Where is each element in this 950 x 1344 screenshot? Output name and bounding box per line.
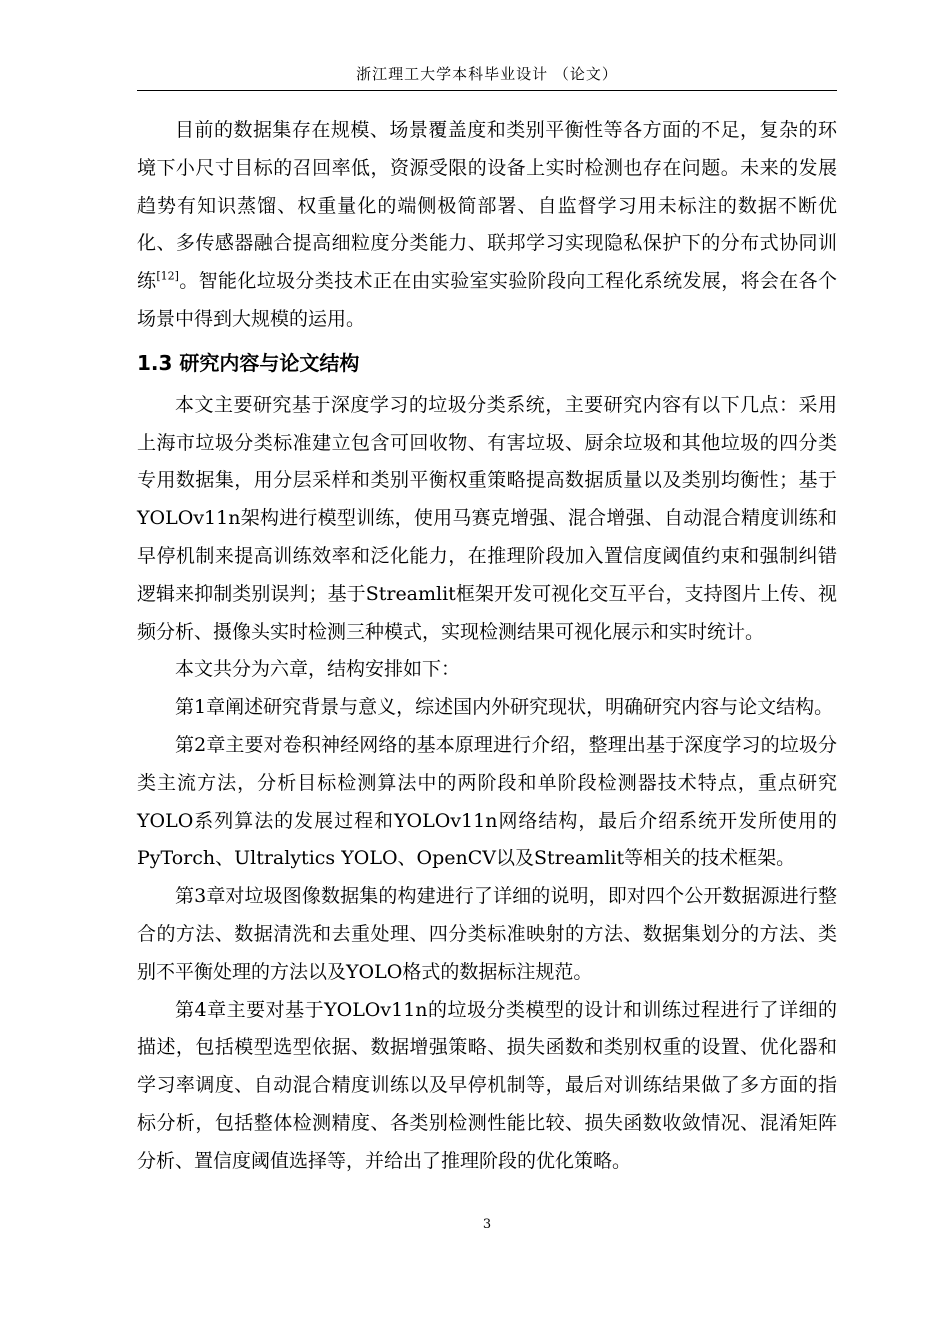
paragraph-outlook [137,112,837,339]
section-heading-1-3: 1.3 研究内容与论文结构 [137,350,360,375]
paragraph-chapter-3: 第3章对垃圾图像数据集的构建进行了详细的说明，即对四个公开数据源进行整合的方法、数据清洗和去重处理、四分类标准映射的方法、数据集划分的方法、类别不平衡处理的方法以及YOLO格式的数据标注规范。 [137,885,837,983]
paragraph-structure-intro: 本文共分为六章，结构安排如下： [175,658,461,681]
running-header: 浙江理工大学本科毕业设计 （论文） [356,65,618,83]
paragraph-chapter-2: 第2章主要对卷积神经网络的基本原理进行介绍，整理出基于深度学习的垃圾分类主流方法，分析目标检测算法中的两阶段和单阶段检测器技术特点，重点研究YOLO系列算法的发展过程和YOLOv11n网络结构，最后介绍系统开发所使用的PyTorch、Ultralytics YOLO、OpenCV以及Streamlit等相关的技术框架。 [137,733,837,870]
citation-ref-12: [12] [156,269,179,283]
paragraph-chapter-1: 第1章阐述研究背景与意义，综述国内外研究现状，明确研究内容与论文结构。 [175,696,834,719]
paragraph-research-content: 本文主要研究基于深度学习的垃圾分类系统，主要研究内容有以下几点：采用上海市垃圾分类标准建立包含可回收物、有害垃圾、厨余垃圾和其他垃圾的四分类专用数据集，用分层采样和类别平衡权重策略提高数据质量以及类别均衡性；基于YOLOv11n架构进行模型训练，使用马赛克增强、混合增强、自动混合精度训练和早停机制来提高训练效率和泛化能力，在推理阶段加入置信度阈值约束和强制纠错逻辑来抑制类别误判；基于Streamlit框架开发可视化交互平台，支持图片上传、视频分析、摄像头实时检测三种模式，实现检测结果可视化展示和实时统计。 [137,393,837,643]
page-number: 3 [482,1217,492,1232]
paragraph-chapter-4: 第4章主要对基于YOLOv11n的垃圾分类模型的设计和训练过程进行了详细的描述，包括模型选型依据、数据增强策略、损失函数和类别权重的设置、优化器和学习率调度、自动混合精度训练以及早停机制等，最后对训练结果做了多方面的指标分析，包括整体检测精度、各类别检测性能比较、损失函数收敛情况、混淆矩阵分析、置信度阈值选择等，并给出了推理阶段的优化策略。 [137,998,837,1172]
paragraph-outlook-tail: 。智能化垃圾分类技术正在由实验室实验阶段向工程化系统发展，将会在各个场景中得到大规模的运用。 [137,270,837,330]
header-rule [137,90,837,91]
paragraph-outlook-text: 目前的数据集存在规模、场景覆盖度和类别平衡性等各方面的不足，复杂的环境下小尺寸目标的召回率低，资源受限的设备上实时检测也存在问题。未来的发展趋势有知识蒸馏、权重量化的端侧极简部署、自监督学习用未标注的数据不断优化、多传感器融合提高细粒度分类能力、联邦学习实现隐私保护下的分布式协同训练 [137,119,837,293]
body-text [137,112,837,1181]
